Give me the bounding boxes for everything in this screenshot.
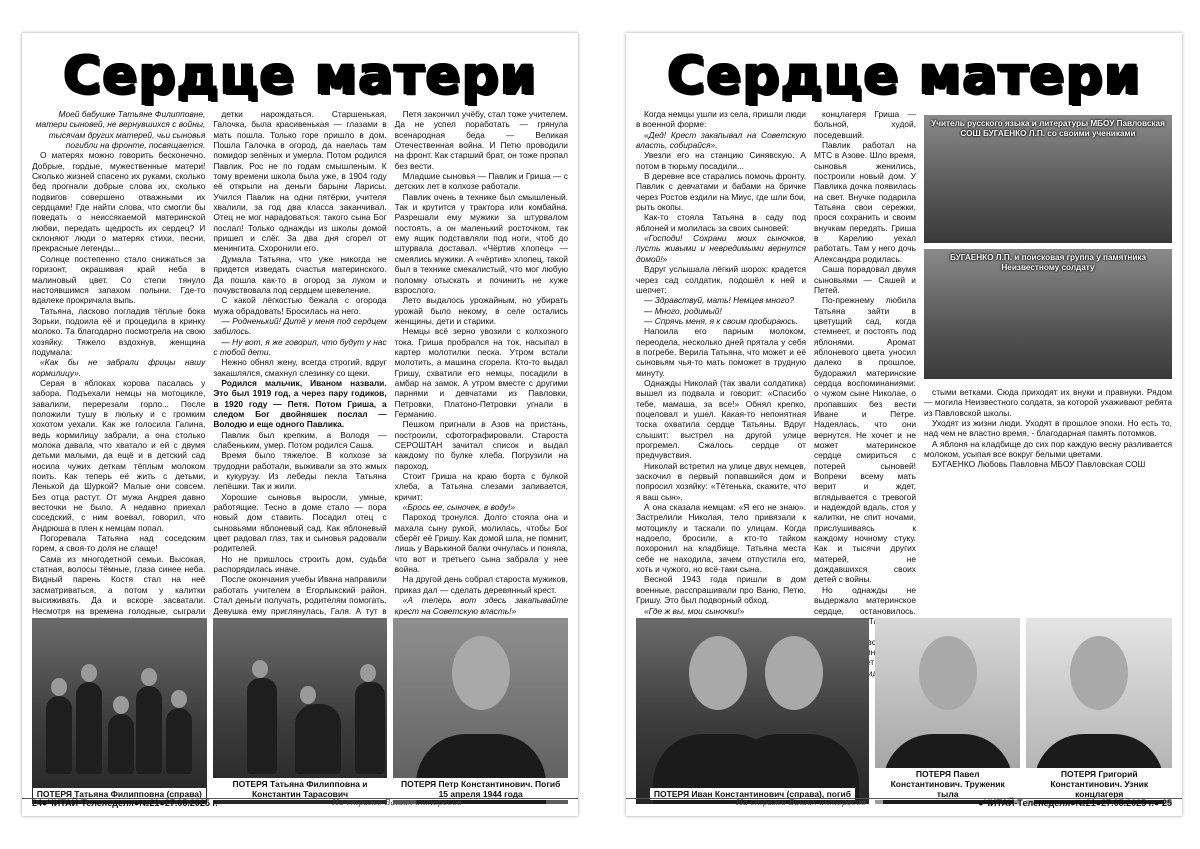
article-paragraph: В деревне все старались помочь фронту. Павлик с девчатами и бабами на бричке через Ростов ездили на Миус, где шли бои, рыть окопы. bbox=[636, 171, 806, 213]
article-paragraph: Напоила его парным молоком, переодела, несколько дней прятала у себя в погребе. Верила Татьяна, что может и её сыновьям чья-то мать поможет в трудную минуту. bbox=[636, 326, 806, 378]
issue-number: №21 bbox=[139, 798, 160, 808]
article-paragraph: Когда немцы ушли из села, пришли люди в военной форме: bbox=[636, 109, 806, 130]
photo-caption: ПОТЕРЯ Григорий Константинович. Узник концлагеря bbox=[1026, 768, 1172, 800]
monument-photo bbox=[924, 249, 1172, 379]
article-paragraph: Но однажды не выдержало материнское сердце, остановилось. bbox=[814, 584, 916, 616]
column-3 bbox=[924, 387, 1172, 611]
article-paragraph: Уходят из жизни люди. Уходят в прошлое эпохи. Но есть то, над чем не властно время, - благодарная память потомков. bbox=[924, 418, 1172, 439]
article-paragraph: Как-то стояла Татьяна в саду под яблоней и молилась за своих сыновей: bbox=[636, 212, 806, 233]
article-paragraph: На другой день собрал староста мужиков, приказ дал — сделать деревянный крест. bbox=[394, 574, 568, 595]
article-paragraph: Нежно обнял жену, всегда строгий, вдруг закашлялся, смахнул слезинку со щеки. bbox=[213, 357, 387, 378]
article-paragraph: Увезли его на станцию Синявскую. А потом в тюрьму посадили... bbox=[636, 150, 806, 171]
inline-photo-caption: Учитель русского языка и литературы МБОУ Павловская СОШ БУГАЕНКО Л.П. со своими учениками bbox=[931, 119, 1165, 138]
article-paragraph: Петя закончил учёбу, стал тоже учителем. Да не успел поработать — грянула всенародная беда — Великая Отечественная война. И Петю проводили на фронт. Как старший брат, он тоже пропал без вести. bbox=[394, 109, 568, 171]
article-paragraph: О матерях можно говорить бесконечно. Добрые, гордые, мужественные матери! Сколько жизней спасено их руками, сколько бед прогнали добрые слова их, сколько подвигов совершено отважными их сердцами! Где найти слова, что смогли бы поведать о неиссякаемой материнской любви, передать щедрость их сердец? И склоняют люди о матерях стихи, песни, прекрасные легенды... bbox=[32, 150, 206, 254]
article-paragraph: А яблоня на кладбище до сих пор каждую весну разливается молоком, усыпая все вокруг белыми цветами. bbox=[924, 438, 1172, 460]
article-paragraph: После окончания учебы Ивана направили работать учителем в Егорлыкский район. Стал деньги получать, родителям помогать. Девушка ему приглянулась, Галя. А тут в bbox=[213, 574, 387, 616]
article-paragraph: Младшие сыновья — Павлик и Гриша — с детских лет в колхозе работали. bbox=[394, 171, 568, 192]
article-paragraph: Но не пришлось строить дом, судьба распорядилась иначе. bbox=[213, 553, 387, 575]
article-paragraph: Солнце постепенно стало снижаться за горизонт, окрашивая край неба в малиновый цвет. Со степи тянуло настоявшимся запахом полыни. Где-то вдалеке прокричала выпь. bbox=[32, 253, 206, 306]
article-paragraph: «Господи! Сохрани моих сыночков, пусть живыми и невредимыми вернутся домой!» bbox=[636, 233, 806, 264]
article-paragraph: Погоревала Татьяна над соседским горем, а своя-то доля не слаще! bbox=[32, 533, 206, 554]
title-text: Сердце матери bbox=[666, 46, 1142, 106]
page-footer: 24●ЧИТАЙ-Теленеделя●№21●27.05.2025 г. На страже Ваших интересов bbox=[32, 798, 462, 808]
photo-caption: ПОТЕРЯ Петр Константинович. Погиб 15 апреля 1944 года bbox=[393, 778, 568, 800]
article-paragraph: Моей бабушке Татьяне Филипповне, матери сыновей, не вернувшихся с войны, тысячам других матерей, чьи сыновья погибли на фронте, посвящается. bbox=[35, 109, 206, 151]
article-paragraph: Однажды Николай (так звали солдатика) вышел из подвала и говорит: «Спасибо тебе, мамаша, за все!» Обнял крепко, поцеловал и ушел. Какая-то непонятная тоска охватила сердце Татьяны. Вдруг слышит: выстрел на другой улице прогремел. Сжалось сердце от предчувствия. bbox=[636, 377, 806, 461]
article-paragraph: БУГАЕНКО Любовь Павловна МБОУ Павловская СОШ bbox=[932, 459, 1146, 470]
article-paragraph: «Брось ее, сыночек, в воду!» bbox=[402, 502, 516, 513]
article-paragraph: — Спрячь меня, я к своим пробираюсь. bbox=[644, 315, 799, 326]
photo-caption: ПОТЕРЯ Павел Константинович. Труженик тыла bbox=[875, 768, 1021, 800]
title-text: Сердце матери bbox=[62, 46, 538, 106]
portrait-petr bbox=[393, 618, 568, 804]
article-paragraph: По-прежнему любила Татьяна зайти в цветущий сад, когда стемнеет, и постоять под яблонями. Аромат яблоневого цвета уносил далеко в прошлое, будоражил материнские сердца воспоминаниями: о чужом сыне Николае, о пропавших без вести Иване и Петре. Надеялась, что они вернутся. Не хочет и не может материнское сердце смириться с потерей сыновей! Вопреки всему мать верит и ждет, вглядывается с тревогой и надеждой вдаль, стоя у калитки, не спит ночами, прислушиваясь к каждому ночному стуку. Как и тысячи других матерей, не дождавшихся своих детей с войны. bbox=[814, 295, 916, 585]
article-paragraph: Павлик был крепким, а Володя — слабеньким, умер. Потом родился Саша. bbox=[213, 429, 387, 450]
article-paragraph: Сама из многодетной семьи. Высокая, статная, волосы тёмные, глаза синее неба. Видный парень Костя стал на неё засматриваться, а потом у калитки высиживать. Да и вскоре засватали. Несмотря на времена голодные, сыграли bbox=[32, 553, 206, 616]
wedding-photo bbox=[213, 618, 388, 804]
photo-caption: ПОТЕРЯ Иван Константинович (справа), погиб bbox=[636, 788, 869, 800]
publication-name: ЧИТАЙ-Теленеделя bbox=[983, 798, 1071, 808]
article-paragraph: концлагеря Гриша — больной, худой, поседевший. bbox=[814, 109, 916, 140]
class-photo bbox=[924, 115, 1172, 243]
article-paragraph: Павлик работал на МТС в Азове. Шло время, сыновья женились, построили новый дом. У Павлика дочка появилась на свет. Внучке подарила Татьяна свои сережки, прося сохранить и своим внучкам передать. Гриша в Карелию уехал работать. Там у него дочь Александра родилась. bbox=[814, 140, 916, 264]
article-title bbox=[626, 41, 1182, 111]
article-paragraph: стыми ветками. Сюда приходят их внуки и правнуки. Рядом — могила Неизвестного солдата, за которой ухаживают ребята из Павловской школы. bbox=[924, 387, 1172, 418]
article-paragraph: — Ну вот, я же говорил, что будут у нас с тобой дети. bbox=[213, 336, 387, 357]
article-paragraph: Татьяна, ласково погладив тёплые бока Зорьки, подоила её и процедила в кринку молоко. Та благодарно посмотрела на свою хозяйку. Тяжело вздохнув, женщина подумала: bbox=[32, 305, 206, 357]
publication-name: ЧИТАЙ-Теленеделя bbox=[47, 798, 134, 808]
article-paragraph: — Здравствуй, мать! Немцев много? bbox=[644, 295, 795, 306]
article-paragraph: «А теперь вот здесь закапывайте крест на Советскую власть!» bbox=[394, 595, 568, 616]
page-25 bbox=[626, 33, 1182, 816]
article-paragraph: — Много, родимый! bbox=[644, 305, 722, 316]
motto: На страже Ваших интересов bbox=[736, 798, 866, 807]
article-paragraph: Павлик очень в технике был смышленый. Так и крутится у трактора или комбайна. Разрешали ему мужики за штурвалом постоять, а он маленький росточком, так ему ящик подставляли под ноги, чтоб до штурвала доставал. «Чёртив хлопец» — смеялись мужики. А «чёртив» хлопец, такой был в технике смекалистый, что мог любую поломку отыскать и починить не хуже взрослого. bbox=[394, 191, 568, 295]
article-title bbox=[22, 41, 578, 111]
page-24 bbox=[22, 33, 578, 816]
two-soldiers-photo bbox=[636, 618, 869, 804]
article-paragraph: — Родненький! Дитё у меня под сердцем забилось. bbox=[213, 315, 387, 337]
article-paragraph: Немцы всё зерно увозили с колхозного тока. Гриша пробрался на ток, насыпал в картер молотилки песка. Утром встали молотить, а машина сгорела. Кто-то выдал Гришу, схватили его немцы, посадили в амбар на замок. А утром вместе с другими парнями и девчатами из Павловки, Петровки, Платоно-Петровки угнали в Германию. bbox=[394, 326, 568, 419]
article-paragraph: Стоит Гриша на краю борта с булкой хлеба, а Татьяна слезами заливается, кричит: bbox=[394, 471, 568, 502]
inline-photo-caption: БУГАЕНКО Л.П. и поисковая группа у памятника Неизвестному солдату bbox=[949, 253, 1147, 272]
article-paragraph: Вдруг услышала лёгкий шорох: крадется через сад солдатик, подошёл к ней и шепчет: bbox=[636, 264, 806, 295]
page-number: 25 bbox=[1161, 798, 1172, 808]
article-paragraph: А она сказала немцам: «Я его не знаю». Застрелили Николая, тело привязали к мотоциклу и таскали по улицам. Когда надоело, бросили, а кто-то тайком похоронил на кладбище. Татьяна места себе не находила, зачем отпустила его, хоть и чужого, но всё-таки сына. bbox=[636, 502, 806, 575]
article-paragraph: С какой лёгкостью бежала с огорода мужа обрадовать! Бросилась на него. bbox=[213, 295, 387, 316]
article-paragraph: Серая в яблоках корова пасалась у забора. Подъехали немцы на мотоцикле, завалили, перерезали горло... После положили тушу в люльку и с громким хохотом уехали. Как же голосила Галина, ведь кормилицу забрали, а она столько молока давала, что хватало и ей с двумя детьми малыми, да ещё и в детский сад носила чужих деткам тёплым молоком поить. Как теперь её жить с детьми, Ленькой да Шуркой? Малые они совсем. Без отца растут. От мужа Андрея давно весточки не было. А недавно приехал соседский, с ним воевал, говорил, что Андрюша в плен к немцам попал. bbox=[32, 377, 206, 533]
portrait-grigoriy bbox=[1026, 618, 1172, 804]
photo-strip bbox=[32, 618, 568, 804]
column-2 bbox=[814, 109, 916, 616]
article-paragraph: Саша порадовал двумя сыновьями — Сашей и Петей. bbox=[814, 264, 916, 295]
column-1 bbox=[636, 109, 806, 616]
column-2 bbox=[213, 109, 387, 616]
motto: На страже Ваших интересов bbox=[332, 798, 462, 807]
article-paragraph: «Где ж вы, мои сыночки!» bbox=[644, 605, 745, 616]
article-paragraph: Николай встретил на улице двух немцев, заскочил в первый попавшийся дом и попросил хозяйку: «Тётенька, скажите, что я ваш сын». bbox=[636, 460, 806, 502]
column-3 bbox=[394, 109, 568, 616]
page-number: 24 bbox=[32, 798, 43, 808]
article-paragraph: Родился мальчик, Иваном назвали. Это был 1919 год, а через пару годиков, в 1920 году — Петя. Потом Гриша, а следом Бог двойняшек послал — Володю и еще одного Павлика. bbox=[213, 377, 387, 430]
article-paragraph: «Как бы не забрали фрицы нашу кормилицу». bbox=[32, 357, 206, 378]
article-paragraph: Думала Татьяна, что уже никогда не придется изведать счастья материнского. Да пошла как-то в огород за луком и почувствовала под сердцем шевеление. bbox=[213, 253, 387, 295]
article-paragraph: Хорошие сыновья выросли, умные, работящие. Тесно в доме стало — пора новый дом ставить. Посадил отец с сыновьями яблоневый сад. Как яблоневый цвет радовал глаз, так и сыновья радовали родителей. bbox=[213, 491, 387, 554]
article-paragraph: детки нарождаться. Старшенькая, Галочка, была красивенькая — глазами в мать пошла. Только горе пришло в дом. Пошла Галочка в огород, да наелась там помидор зелёных и умерла. Потом родился Павлик. Рос не по годам смышленым. К тому времени школа была уже, в 1904 году её открыли на деньги барыни Ларисы. Учился Павлик на одни пятёрки, учителя хвалили, за год два класса заканчивал. Отец не мог нарадоваться: такого сына Бог послал! Только однажды из школы домой пришел и слёг. За два дня сгорел от менингита. Схоронили его. bbox=[213, 109, 387, 254]
article-paragraph: Весной 1943 года пришли в дом военные, расспрашивали про Ваню, Петю, Гришу. Это был подворный обход. bbox=[636, 574, 806, 606]
page-footer: На страже Ваших интересов ●ЧИТАЙ-Теленеделя●№21●27.05.2025 г.● 25 bbox=[736, 798, 1172, 808]
article-paragraph: Пешком пригнали в Азов на пристань, построили, сфотографировали. Староста СЕРОШТАН зачитал список и выдал каждому по булке хлеба. Погрузили на пароход. bbox=[394, 419, 568, 471]
article-paragraph: Время было тяжелое. В колхозе за трудодни работали, выживали за это жмых и кукурузу. Из лебеды пекла Татьяна лепёшки. Так и жили. bbox=[213, 450, 387, 492]
portrait-pavel bbox=[875, 618, 1021, 804]
article-columns bbox=[636, 109, 1172, 616]
issue-number: №21 bbox=[1075, 798, 1096, 808]
column-1 bbox=[32, 109, 206, 616]
photo-strip bbox=[636, 618, 1172, 804]
article-paragraph: Пароход тронулся. Долго стояла она и махала сыну рукой, молилась, чтобы Бог сберёг её Гришу. Как домой шла, не помнит, лишь у Варькиной балки очнулась и поняла, что вот и третьего сына забрала у нее война. bbox=[394, 512, 568, 575]
issue-date: 27.05.2025 г. bbox=[1101, 798, 1155, 808]
photo-caption: ПОТЕРЯ Татьяна Филипповна (справа) bbox=[32, 788, 207, 800]
article-paragraph: Лето выдалось урожайным, но убирать урожай было некому, в селе остались женщины, дети и старики. bbox=[394, 295, 568, 326]
family-photo bbox=[32, 618, 207, 804]
photo-caption: ПОТЕРЯ Татьяна Филипповна и Константин Тарасович bbox=[213, 778, 388, 800]
article-paragraph: «Дед! Крест закапывал на Советскую власть, собирайся». bbox=[636, 129, 806, 151]
article-columns bbox=[32, 109, 568, 616]
issue-date: 27.05.2025 г. bbox=[164, 798, 218, 808]
